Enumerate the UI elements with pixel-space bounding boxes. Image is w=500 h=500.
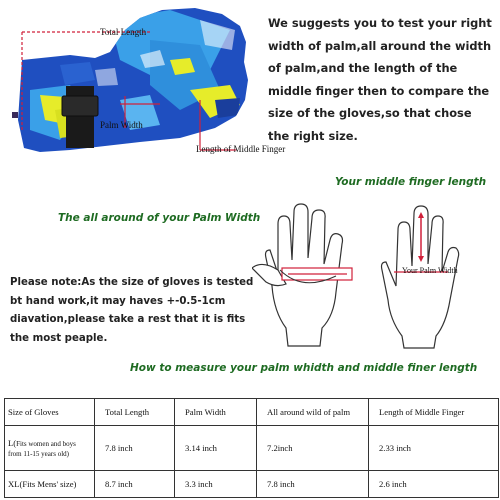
- heading-palm-around: The all around of your Palm Width: [58, 212, 261, 224]
- table-header-row: [5, 399, 499, 426]
- label-total-length: Total Length: [100, 27, 147, 37]
- table-cell: 3.14 inch: [175, 426, 257, 471]
- table-cell: 8.7 inch: [95, 471, 175, 498]
- glove-marker: [12, 112, 18, 118]
- label-your-palm-width: Your Palm Width: [402, 266, 458, 275]
- table-header: Size of Gloves: [5, 399, 95, 426]
- left-hand-diagram: [252, 196, 362, 356]
- table-header: Total Length: [95, 399, 175, 426]
- table-cell: 2.6 inch: [369, 471, 499, 498]
- heading-middle-finger: Your middle finger length: [335, 176, 487, 188]
- right-hand-diagram: [376, 200, 466, 350]
- table-cell-size: XL(Fits Mens' size): [5, 471, 95, 498]
- size-note: Fits women and boys from 11-15 years old): [8, 440, 76, 458]
- label-palm-width: Palm Width: [100, 120, 143, 130]
- heading-how-to-measure: How to measure your palm whidth and middle finer length: [130, 362, 478, 374]
- glove-strap: [66, 86, 94, 148]
- table-cell: 2.33 inch: [369, 426, 499, 471]
- table-cell: 7.8 inch: [95, 426, 175, 471]
- intro-paragraph: We suggests you to test your right width of palm,all around the width of palm,and the length of the middle finger then to compare the size of the gloves,so that chose the right size.: [268, 16, 492, 143]
- glove-buckle: [62, 96, 98, 116]
- table-cell: 7.8 inch: [257, 471, 369, 498]
- size-label: L(: [8, 438, 17, 448]
- table-header: Length of Middle Finger: [369, 399, 499, 426]
- table-cell: 3.3 inch: [175, 471, 257, 498]
- size-table: [4, 398, 499, 498]
- table-row: [5, 426, 499, 471]
- label-middle-finger: Length of Middle Finger: [196, 144, 286, 154]
- table-header: All around wild of palm: [257, 399, 369, 426]
- table-cell: 7.2inch: [257, 426, 369, 471]
- note-paragraph: Please note:As the size of gloves is tested bt hand work,it may haves +-0.5-1cm diavation,please take a rest that it is fits the most peaple.: [10, 277, 254, 344]
- table-cell-size: [5, 426, 95, 471]
- table-header: Palm Width: [175, 399, 257, 426]
- table-row: [5, 471, 499, 498]
